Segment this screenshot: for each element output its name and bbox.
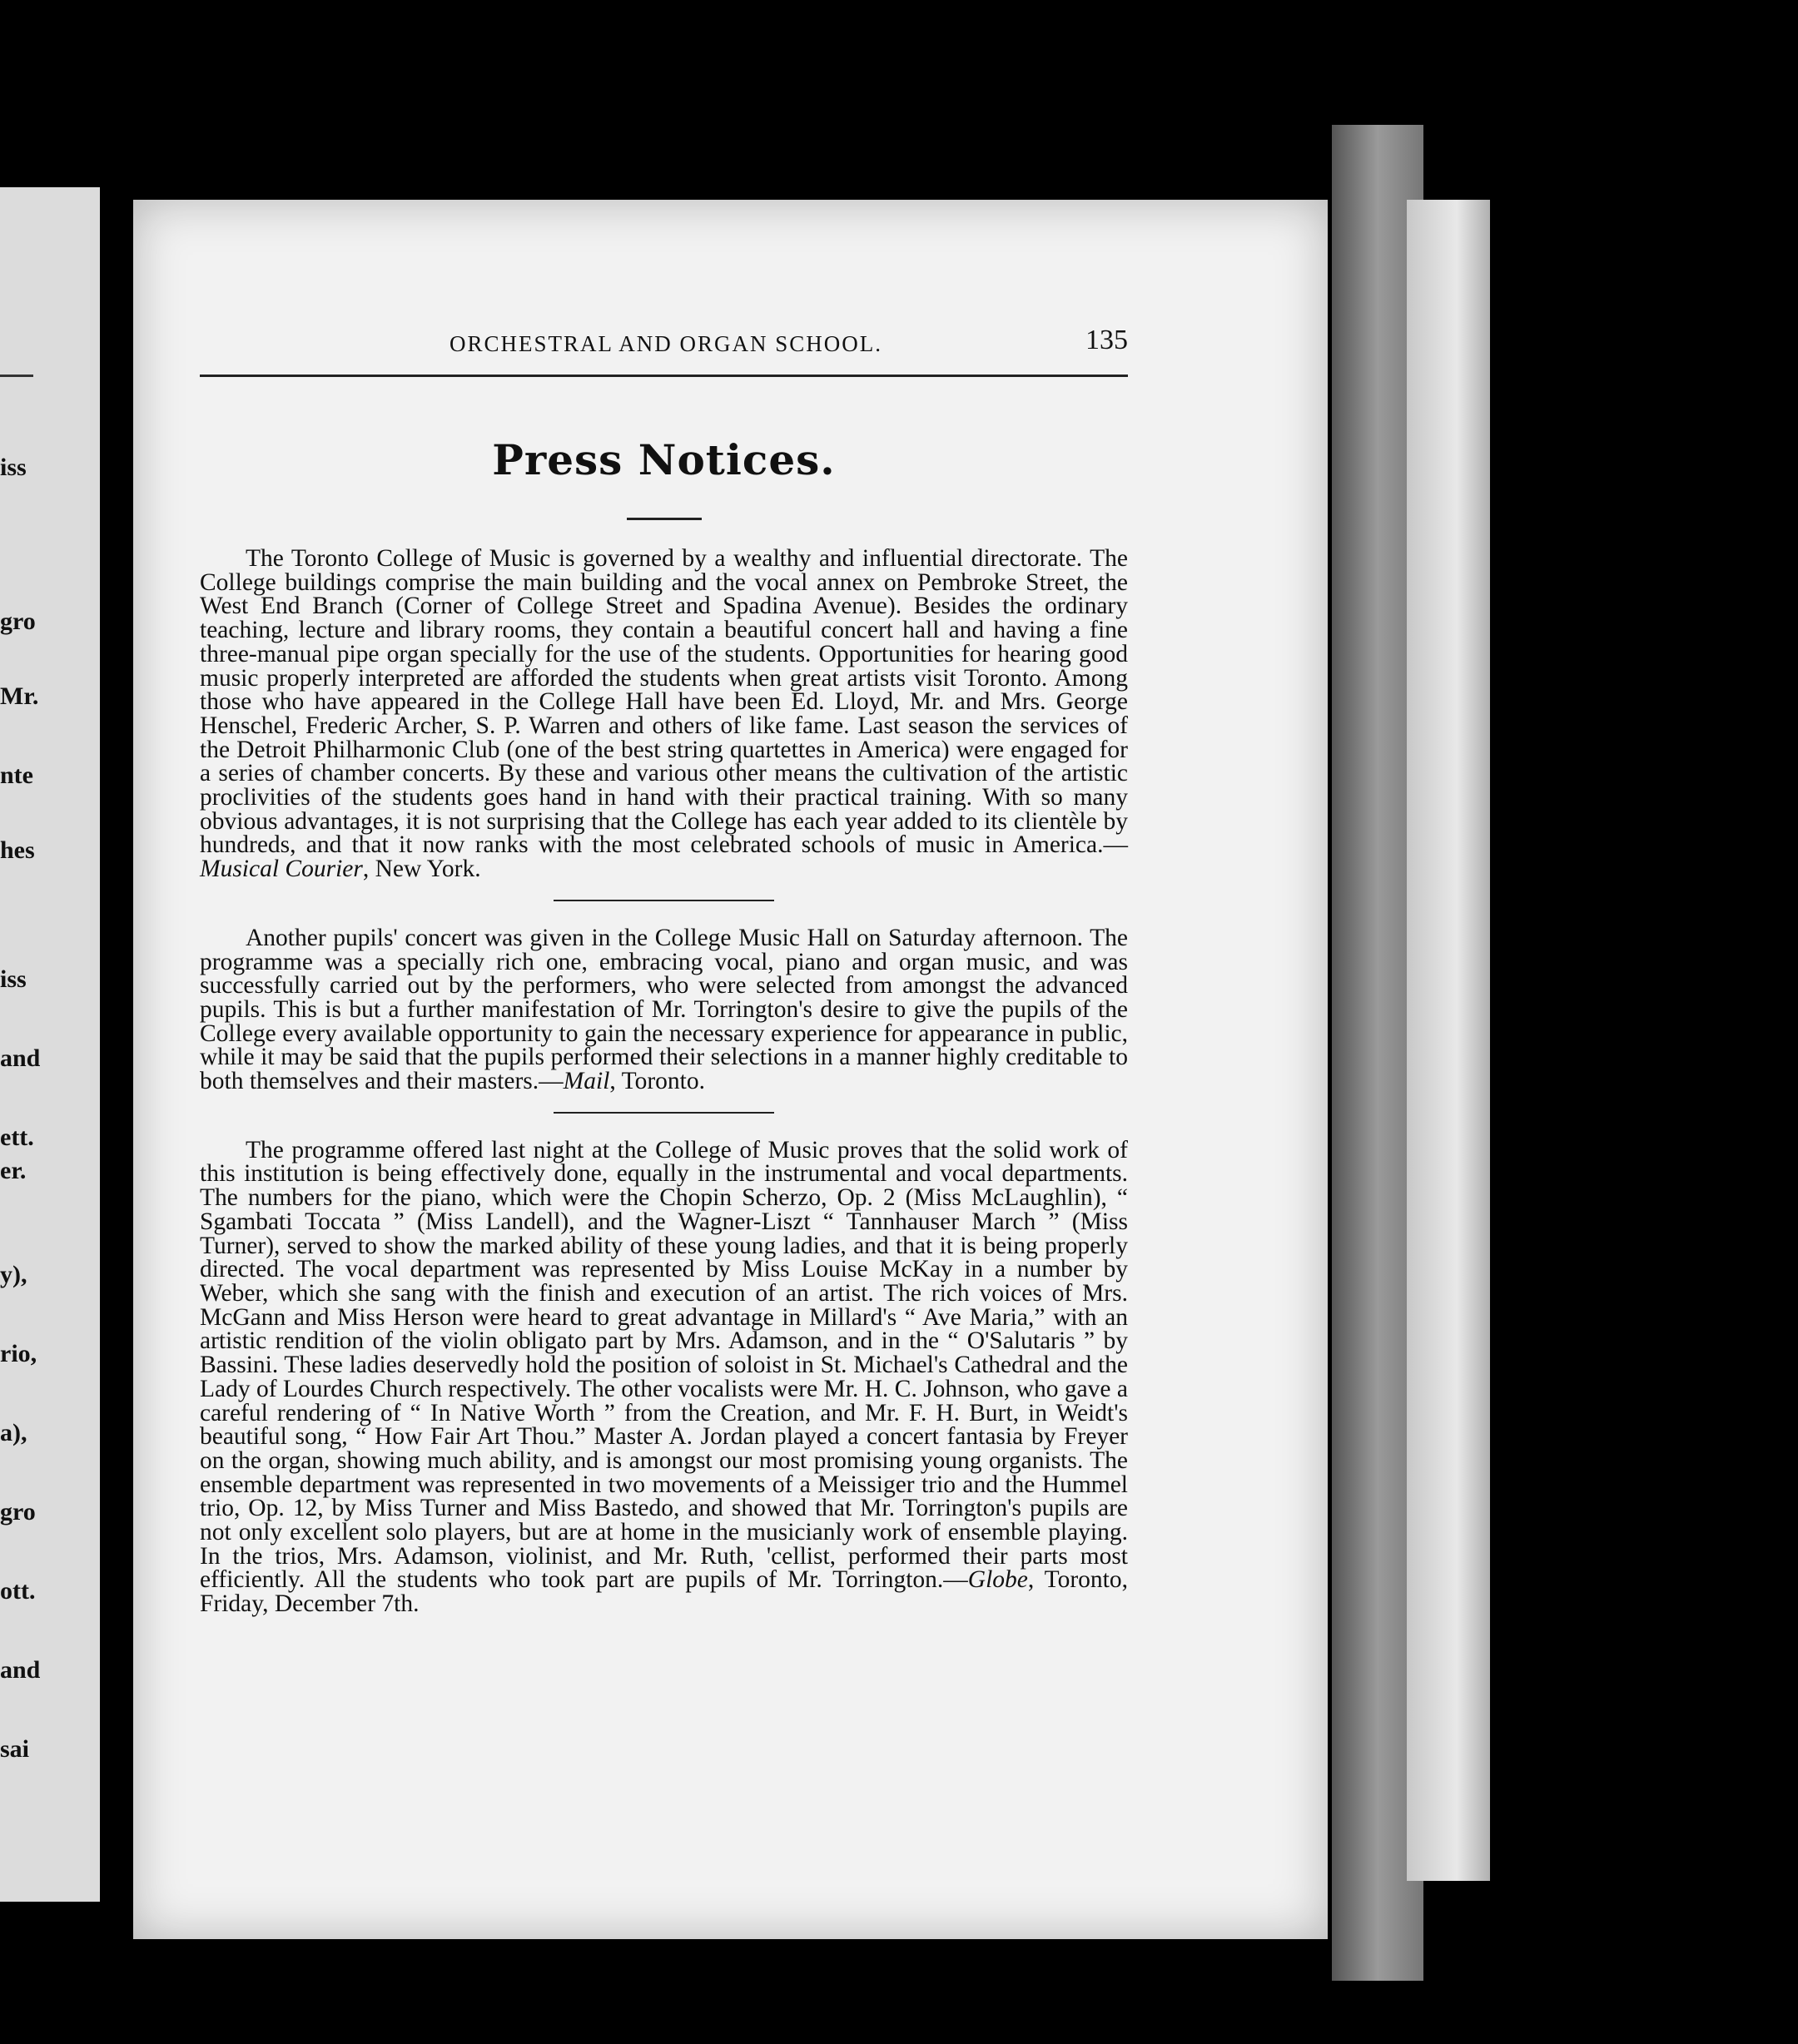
notice-divider bbox=[554, 900, 774, 901]
notice-divider bbox=[554, 1112, 774, 1114]
left-page-fragment: a), bbox=[0, 1419, 27, 1446]
notice-source-place: , Toronto, Friday, December 7th. bbox=[200, 1566, 1129, 1618]
notice-text: The Toronto College of Music is governed by a wealthy and influential directorate. The College buildings comprise the main building and the vocal annex on Pembroke Street, the West End Branch (Corner of College Street and Spadina Avenue). Besides the ordinary teaching, lecture and library rooms, they contain a beautiful concert hall and having a fine three-manual pipe organ specially for the use of the students. Opportunities for hearing good music properly interpreted are afforded the students when great artists visit Toronto. Among those who have appeared in the College Hall have been Ed. Lloyd, Mr. and Mrs. George Henschel, Frederic Archer, S. P. Warren and others of like fame. Last season the services of the Detroit Philharmonic Club (one of the best string quartettes in America) were engaged for a series of chamber concerts. By these and various other means the cultivation of the artistic proclivities of the students goes hand in hand with their practical training. With so many obvious advantages, it is not surprising that the College has each year added to its clientèle by hundreds, and that it now ranks with the most celebrated schools of music in America.— bbox=[200, 545, 1128, 859]
left-page-fragment: gro bbox=[0, 1498, 36, 1526]
heading-rule bbox=[627, 518, 702, 520]
press-notice-3 bbox=[200, 1136, 1129, 1618]
notice-source: Musical Courier bbox=[200, 856, 363, 883]
running-header bbox=[200, 325, 1128, 377]
left-page-fragment: sai bbox=[0, 1735, 30, 1763]
page-content bbox=[200, 325, 1128, 1616]
left-page-fragment: gro bbox=[0, 608, 36, 635]
left-page-fragment: y), bbox=[0, 1261, 27, 1288]
notice-source-place: , Toronto. bbox=[609, 1068, 705, 1095]
notice-text: The programme offered last night at the College of Music proves that the solid work of this institution is being effectively done, equally in the instrumental and vocal departments. The numbers for the piano, which were the Chopin Scherzo, Op. 2 (Miss McLaughlin), “ Sgambati Toccata ” (Miss Landell), and the Wagner-Liszt “ Tannhauser March ” (Miss Turner), served to show the marked ability of these young ladies, and that it is being properly directed. The vocal department was represented by Miss Louise McKay in a number by Weber, which she sang with the finish and execution of an artist. The rich voices of Mrs. McGann and Miss Herson were heard to great advantage in Millard's “ Ave Maria,” with an artistic rendition of the violin obligato part by Mrs. Adamson, and in the “ O'Salutaris ” by Bassini. These ladies deservedly hold the position of soloist in St. Michael's Cathedral and the Lady of Lourdes Church respectively. The other vocalists were Mr. H. C. Johnson, who gave a careful rendering of “ In Native Worth ” from the Creation, and Mr. F. H. Burt, in Weidt's beautiful song, “ How Fair Art Thou.” Master A. Jordan played a concert fantasia by Freyer on the organ, showing much ability, and is amongst our most promising young organists. The ensemble department was represented in two movements of a Meissiger trio and the Hummel trio, Op. 12, by Miss Turner and Miss Bastedo, and showed that Mr. Torrington's pupils are not only excellent solo players, but are at home in the musicianly work of ensemble playing. In the trios, Mrs. Adamson, violinist, and Mr. Ruth, 'cellist, performed their parts most efficiently. All the students who took part are pupils of Mr. Torrington.— bbox=[200, 1136, 1128, 1594]
notice-source-place: , New York. bbox=[362, 856, 481, 883]
left-page-fragment: and bbox=[0, 1044, 41, 1072]
left-page-fragment: Mr. bbox=[0, 682, 39, 710]
left-page-fragment: iss bbox=[0, 965, 27, 993]
left-facing-page bbox=[0, 187, 100, 1902]
page-number: 135 bbox=[1085, 325, 1128, 355]
running-title: ORCHESTRAL AND ORGAN SCHOOL. bbox=[450, 331, 883, 356]
left-page-fragment: ett. bbox=[0, 1124, 34, 1151]
book-page bbox=[133, 200, 1328, 1939]
page-stack-edge-outer bbox=[1407, 200, 1490, 1881]
left-page-rule bbox=[0, 375, 33, 377]
left-page-fragment: nte bbox=[0, 762, 33, 789]
left-page-fragment: iss bbox=[0, 454, 27, 481]
left-page-fragment: ott. bbox=[0, 1577, 36, 1605]
press-notice-1 bbox=[200, 547, 1128, 881]
left-page-fragment: and bbox=[0, 1656, 41, 1684]
page-heading: Press Notices. bbox=[492, 435, 836, 484]
notice-text: Another pupils' concert was given in the College Music Hall on Saturday afternoon. The programme was a specially rich one, embracing vocal, piano and organ music, and was successfully carried out by the performers, who were selected from amongst the advanced pupils. This is but a further manifestation of Mr. Torrington's desire to give the pupils of the College every available opportunity to gain the necessary experience for appearance in public, while it may be said that the pupils performed their selections in a manner highly creditable to both themselves and their masters.— bbox=[200, 924, 1128, 1095]
notice-source: Mail bbox=[563, 1068, 610, 1095]
left-page-fragment: rio, bbox=[0, 1340, 37, 1367]
left-page-fragment: er. bbox=[0, 1157, 27, 1184]
press-notice-2 bbox=[200, 926, 1128, 1094]
notice-source: Globe bbox=[967, 1566, 1028, 1594]
left-page-fragment: hes bbox=[0, 836, 35, 864]
